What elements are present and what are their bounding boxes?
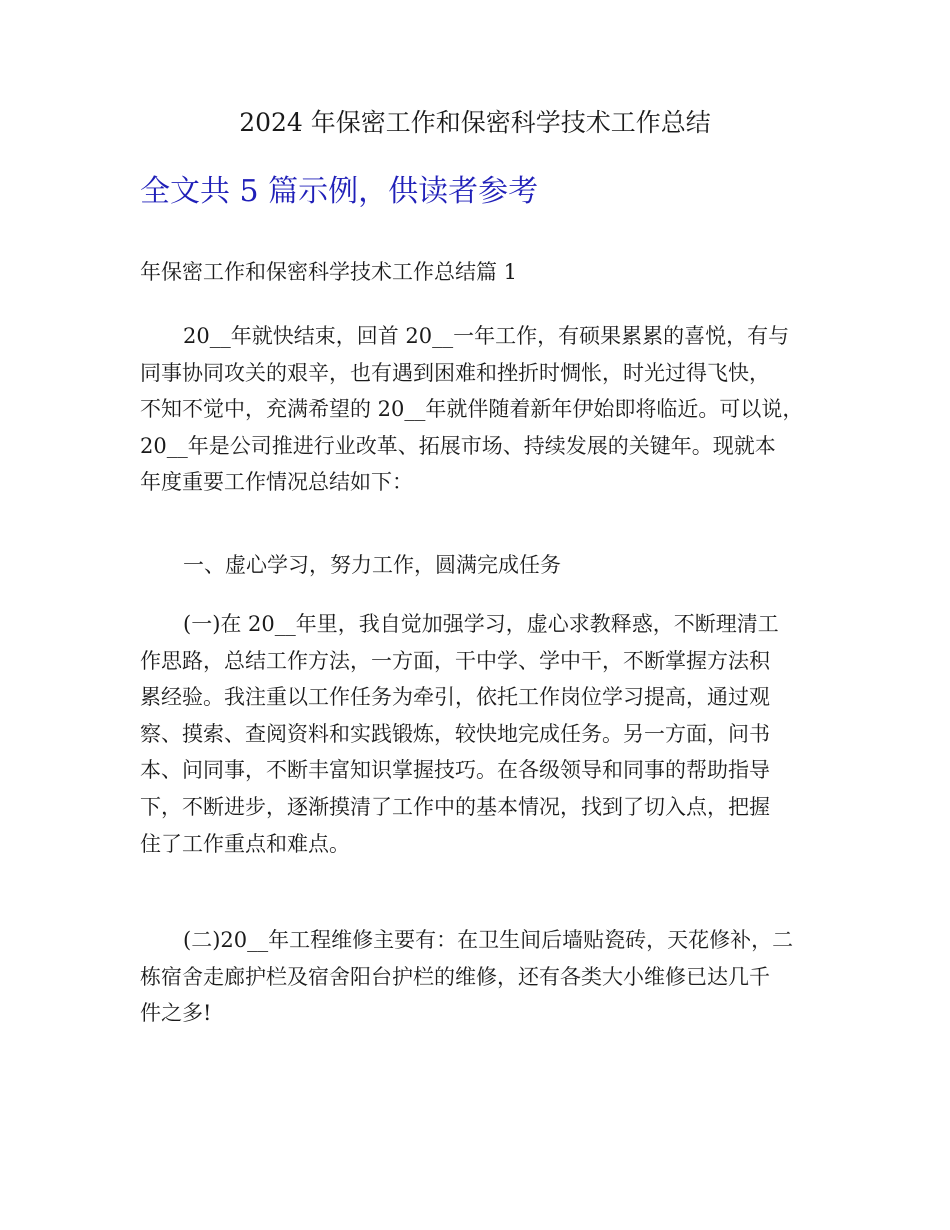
paragraph-line: 年度重要工作情况总结如下： [140, 470, 413, 495]
paragraph-line: 住了工作重点和难点。 [140, 831, 350, 856]
paragraph-line: 下，不断进步，逐渐摸清了工作中的基本情况，找到了切入点，把握 [140, 794, 770, 819]
paragraph-line: 栋宿舍走廊护栏及宿舍阳台护栏的维修，还有各类大小维修已达几千 [140, 964, 770, 989]
paragraph-line: (一)在 20__年里，我自觉加强学习，虚心求教释惑，不断理清工 [183, 612, 779, 636]
paragraph-line: 件之多! [140, 1001, 212, 1026]
paragraph-line: (二)20__年工程维修主要有：在卫生间后墙贴瓷砖，天花修补，二 [183, 928, 794, 952]
paragraph-line: 不知不觉中，充满希望的 20__年就伴随着新年伊始即将临近。可以说， [140, 397, 804, 422]
paragraph-line: 察、摸索、查阅资料和实践锻炼，较快地完成任务。另一方面，问书 [140, 721, 770, 746]
paragraph-intro [140, 318, 803, 501]
paragraph-maintenance [140, 922, 793, 1032]
paragraph-study [140, 606, 779, 862]
document-subtitle: 全文共 5 篇示例，供读者参考 [140, 174, 539, 209]
document-title: 2024 年保密工作和保密科学技术工作总结 [239, 108, 711, 137]
paragraph-line: 20__年是公司推进行业改革、拓展市场、持续发展的关键年。现就本 [140, 433, 776, 458]
paragraph-line: 同事协同攻关的艰辛，也有遇到困难和挫折时惆怅，时光过得飞快， [140, 360, 770, 385]
paragraph-subheading [140, 547, 561, 584]
paragraph-line: 累经验。我注重以工作任务为牵引，依托工作岗位学习提高，通过观 [140, 685, 770, 710]
paragraph-line: 一、虚心学习，努力工作，圆满完成任务 [183, 553, 561, 577]
paragraph-line: 20__年就快结束，回首 20__一年工作，有硕果累累的喜悦，有与 [183, 324, 790, 348]
paragraph-line: 作思路，总结工作方法，一方面，干中学、学中干，不断掌握方法积 [140, 648, 770, 673]
section-heading: 年保密工作和保密科学技术工作总结篇 1 [140, 260, 518, 284]
paragraph-line: 本、问同事，不断丰富知识掌握技巧。在各级领导和同事的帮助指导 [140, 758, 770, 783]
